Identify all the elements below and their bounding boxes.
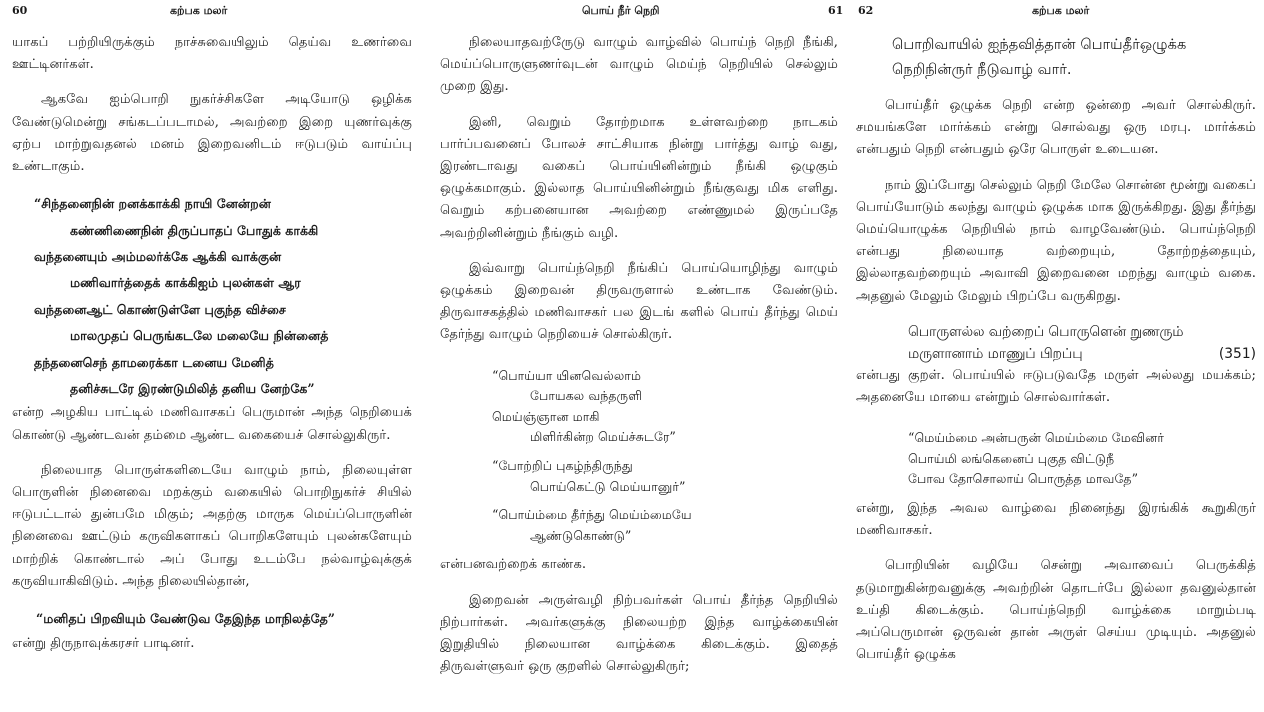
paragraph: என்பனவற்றைக் காண்க. bbox=[440, 557, 587, 573]
paragraph: என்று, இந்த அவல வாழ்வை நினைந்து இரங்கிக் கூறுகிருர் மணிவாசகர். bbox=[856, 501, 1256, 539]
kural-verse bbox=[856, 32, 1256, 82]
quote-line: ஆண்டுகொண்டு” bbox=[530, 527, 632, 543]
verse-line: கண்ணிணைநின் திருப்பாதப் போதுக் காக்கி bbox=[70, 222, 319, 238]
kural-line: மருளானாம் மாணுப் பிறப்பு bbox=[908, 345, 1083, 362]
paragraph-gap bbox=[856, 308, 1256, 321]
paragraph-gap bbox=[440, 245, 838, 258]
paragraph-gap bbox=[12, 593, 412, 606]
paragraph: நிலையாதவற்ருேடு வாழும் வாழ்வில் பொய்ந் நெறி நீங்கி, மெய்ப்பொருளுணர்வுடன் வாழும் மெய்ந் நெறியில் செல்லும் முறை இது. bbox=[440, 35, 838, 95]
paragraph-gap bbox=[856, 542, 1256, 555]
kural-number: (351) bbox=[1218, 345, 1256, 362]
paragraph-gap bbox=[12, 76, 412, 89]
quote-line: போயகல வந்தருளி bbox=[530, 388, 643, 404]
page-text-column bbox=[12, 32, 412, 655]
verse-line: மணிவார்த்தைக் காக்கிஐம் புலன்கள் ஆர bbox=[70, 275, 301, 291]
paragraph-gap bbox=[440, 577, 838, 590]
verse-line: தந்தனைசெந் தாமரைக்கா டனைய மேனித் bbox=[34, 354, 274, 370]
quote-line: போவ தோசொலாய் பொருத்த மாவதே” bbox=[908, 471, 1139, 487]
paragraph: பொய்தீர் ஒழுக்க நெறி என்ற ஒன்றை அவர் சொல்கிருர். சமயங்களே மார்க்கம் என்று சொல்வது ஒரு மரபு. மார்க்கம் என்பதும் நெறி என்பதும் ஒரே பொருள் உடையன. bbox=[856, 98, 1256, 158]
quote-block bbox=[440, 456, 838, 497]
paragraph: என்பது குறள். பொய்யில் ஈடுபடுவதே மருள் அல்லது மயக்கம்; அதனையே மாயை என்றும் சொல்வார்கள். bbox=[856, 367, 1256, 406]
quote-line: “மெய்ம்மை அன்பருன் மெய்ம்மை மேவினர் bbox=[908, 430, 1164, 446]
running-header: கற்பக மலர் bbox=[170, 4, 228, 17]
verse-line: வந்தனைஆட் கொண்டுள்ளே புகுந்த விச்சை bbox=[34, 301, 286, 317]
paragraph: ஆகவே ஐம்பொறி நுகர்ச்சிகளே அடியோடு ஒழிக்க வேண்டுமென்று சங்கடப்படாமல், அவற்றை இறை யுணர்வுக்கு ஏற்ப மாற்றுவதனல் மனம் இறைவனிடம் ஈடுபடும் வாய்ப்பு உண்டாகும். bbox=[12, 92, 412, 175]
verse-line: “சிந்தனைநின் றனக்காக்கி நாயி னேன்றன் bbox=[34, 196, 271, 212]
page-number: 61 bbox=[828, 4, 844, 17]
paragraph: நிலையாத பொருள்களிடையே வாழும் நாம், நிலையுள்ள பொருளின் நினைவை மறக்கும் வகையில் பொறிநுகர்ச் சியில் ஈடுபட்டால் துன்பமே மிகும்; அதற்கு மாருக மெய்ப்பொருளின் நினைவை ஊட்டும் கருவிகளாகப் பொறிகளேயும் புலன்களேயும் மாற்றிக் கொண்டால் அப் போது உடம்பே நல்வாழ்வுக்குக் கருவியாகிவிடும். அந்த நிலையில்தான், bbox=[12, 462, 412, 589]
quote-block bbox=[856, 428, 1256, 490]
verse-block bbox=[12, 191, 412, 402]
quote-line: பொய்மி லங்கெனைப் புகுத விட்டுநீ bbox=[908, 450, 1115, 466]
quote-block bbox=[440, 366, 838, 448]
quote-block bbox=[440, 505, 838, 546]
paragraph-gap bbox=[440, 99, 838, 112]
kural-verse bbox=[856, 321, 1256, 365]
kural-line-row bbox=[908, 343, 1256, 365]
page-right bbox=[852, 0, 1264, 712]
quote-line: “போற்றிப் புகழ்ந்திருந்து bbox=[492, 458, 633, 474]
running-header: பொய் நீர் நெறி bbox=[582, 4, 660, 17]
paragraph: என்று திருநாவுக்கரசர் பாடினர். bbox=[12, 635, 195, 651]
page-number: 62 bbox=[858, 4, 874, 17]
running-header: கற்பக மலர் bbox=[1032, 4, 1090, 17]
verse-line: வந்தனையும் அம்மலர்க்கே ஆக்கி வாக்குன் bbox=[34, 249, 282, 265]
paragraph: இவ்வாறு பொய்ந்நெறி நீங்கிப் பொய்யொழிந்து வாழும் ஒழுக்கம் இறைவன் திருவருளால் உண்டாக வேண்டும். திருவாசகத்தில் மணிவாசகர் பல இடங் களில் பொய் தீர்ந்து மெய் தேர்ந்து வாழும் நெறியைச் சொல்கிருர். bbox=[440, 260, 838, 343]
paragraph-gap bbox=[12, 447, 412, 460]
page-middle bbox=[430, 0, 848, 712]
paragraph-gap bbox=[440, 347, 838, 360]
quote-line: மிளிர்கின்ற மெய்ச்சுடரே” bbox=[530, 429, 676, 445]
paragraph: நாம் இப்போது செல்லும் நெறி மேலே சொன்ன மூன்று வகைப் பொய்யோடும் கலந்து வாழும் ஒழுக்க மாக இருக்கிறது. இது தீர்ந்து மெய்யொழுக்க நெறியில் நாம் வாழவேண்டும். பொய்ந்நெறி என்பது நிலையாத வற்றையும், தோற்றத்தையும், இல்லாதவற்றையும் அவாவி இறைவனை மறந்து வாழும் வகை. அதனுல் மேலும் மேலும் பிறப்பே வருகிறது. bbox=[856, 177, 1256, 304]
paragraph: இனி, வெறும் தோற்றமாக உள்ளவற்றை நாடகம் பார்ப்பவனைப் போலச் சாட்சியாக நின்று பார்த்து வாழ் வது, இரண்டாவது வகைப் பொய்யினின்றும் நீங்கி ஒழுகும் ஒழுக்கமாகும். இல்லாத பொய்யினின்றும் நீங்குவது மிக எளிது. வெறும் கற்பனையான அவற்றை எண்ணுமல் இருப்பதே அவற்றினின்றும் நீங்கும் வழி. bbox=[440, 114, 838, 241]
kural-line: நெறிநின்ருர் நீடுவாழ் வார். bbox=[892, 61, 1072, 78]
paragraph-gap bbox=[856, 409, 1256, 422]
paragraph: என்ற அழகிய பாட்டில் மணிவாசகப் பெருமான் அந்த நெறியைக் கொண்டு ஆண்டவன் தம்மை ஆண்ட வகையைச் சொல்லுகிருர். bbox=[12, 405, 412, 443]
paragraph-gap bbox=[856, 162, 1256, 175]
quote-line: “பொய்யா யினவெல்லாம் bbox=[492, 367, 641, 383]
quote-line: மெய்ஞ்ஞான மாகி bbox=[492, 408, 600, 424]
quote-line: பொய்கெட்டு மெய்யானுர்” bbox=[530, 478, 686, 494]
paragraph-gap bbox=[856, 82, 1256, 95]
paragraph-gap bbox=[12, 178, 412, 191]
quoted-verse-line: “மனிதப் பிறவியும் வேண்டுவ தேஇந்த மாநிலத்தே” bbox=[36, 611, 336, 627]
quote-line: “பொய்ம்மை தீர்ந்து மெய்ம்மையே bbox=[492, 507, 692, 523]
page-left bbox=[0, 0, 420, 712]
page-text-column bbox=[440, 32, 838, 678]
verse-line: மாலமுதப் பெருங்கடலே மலையே நின்னைத் bbox=[70, 328, 329, 344]
paragraph: பொறியின் வழியே சென்று அவாவைப் பெருக்கித் தடுமாறுகின்றவனுக்கு அவற்றின் தொடர்பே இல்லா தவனுல்தான் உய்தி கிடைக்கும். பொய்ந்நெறி வாழ்க்கை மாறும்படி அப்பெருமான் ஒருவன் தான் அருள் செய்ய முடியும். அதனுல் பொய்தீர் ஒழுக்க bbox=[856, 558, 1256, 663]
kural-line: பொருளல்ல வற்றைப் பொருளென் றுணரும் bbox=[908, 323, 1184, 340]
page-number: 60 bbox=[12, 4, 28, 17]
page-text-column bbox=[856, 32, 1256, 666]
verse-line: தனிச்சுடரே இரண்டுமிலித் தனிய னேற்கே” bbox=[70, 381, 315, 397]
paragraph: யாகப் பற்றியிருக்கும் நாச்சுவையிலும் தெய்வ உணர்வை ஊட்டினர்கள். bbox=[12, 35, 412, 73]
paragraph: இறைவன் அருள்வழி நிற்பவர்கள் பொய் தீர்ந்த நெறியில் நிற்பார்கள். அவர்களுக்கு நிலையற்ற இந்த வாழ்க்கையின் இறுதியில் நிலையான வாழ்க்கை கிடைக்கும். இதைத் திருவள்ளுவர் ஒரு குறளில் சொல்லுகிருர்; bbox=[440, 592, 838, 675]
kural-line: பொறிவாயில் ஐந்தவித்தான் பொய்தீர்ஒழுக்க bbox=[892, 36, 1187, 53]
